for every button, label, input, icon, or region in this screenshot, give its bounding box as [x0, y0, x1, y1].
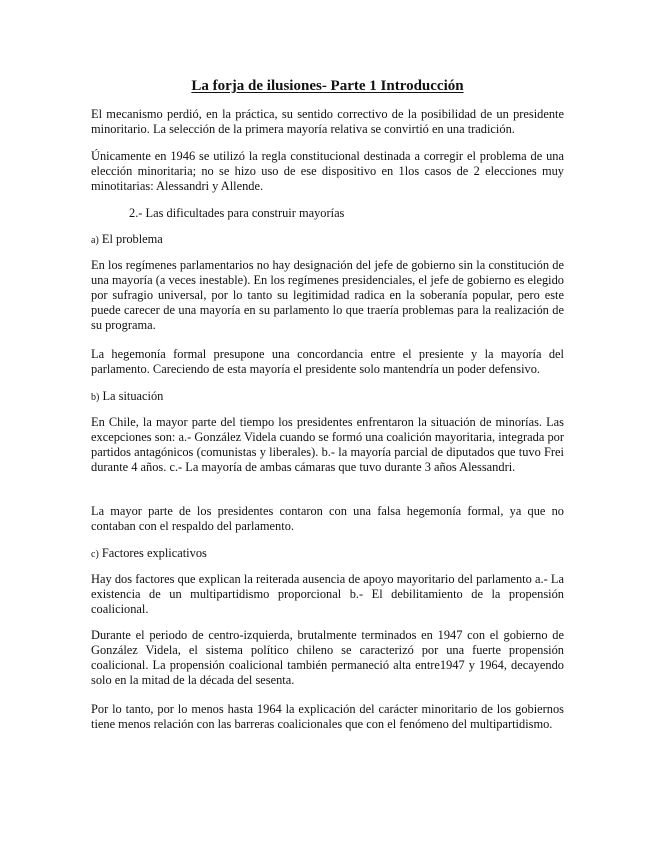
paragraph-3: En los regímenes parlamentarios no hay designación del jefe de gobierno sin la constitución de una mayoría (a veces inestable). En los regímenes presidenciales, el jefe de gobierno es elegido por sufragio universal, por lo tanto su legitimidad radica en la soberanía popular, pero este puede carecer de una mayoría en su parlamento lo que traería problemas para la realización de su programa.: [91, 258, 564, 332]
paragraph-7: Hay dos factores que explican la reiterada ausencia de apoyo mayoritario del parlamento a.- La existencia de un multipartidismo proporcional b.- El debilitamiento de la propensión coalicional.: [91, 572, 564, 616]
paragraph-5: En Chile, la mayor parte del tiempo los presidentes enfrentaron la situación de minorías. Las excepciones son: a.- González Videla cuando se formó una coalición mayoritaria, integrada por partidos antagónicos (comunistas y liberales). b.- la mayoría parcial de diputados que tuvo Frei durante 4 años. c.- La mayoría de ambas cámaras que tuvo durante 3 años Alessandri.: [91, 415, 564, 474]
document-title: La forja de ilusiones- Parte 1 Introducción: [191, 78, 464, 94]
subsection-label: Factores explicativos: [101, 546, 207, 560]
subsection-heading-c: [91, 546, 207, 562]
subsection-marker: b): [91, 392, 100, 403]
subsection-marker: a): [91, 235, 99, 246]
paragraph-2: Únicamente en 1946 se utilizó la regla constitucional destinada a corregir el problema de una elección minoritaria; no se hizo uso de ese dispositivo en 1los casos de 2 elecciones muy minotitarias: Alessandri y Allende.: [91, 149, 564, 193]
subsection-label: La situación: [102, 389, 164, 403]
subsection-heading-b: [91, 389, 163, 405]
paragraph-1: El mecanismo perdió, en la práctica, su sentido correctivo de la posibilidad de un presidente minoritario. La selección de la primera mayoría relativa se convirtió en una tradición.: [91, 107, 564, 136]
paragraph-6: La mayor parte de los presidentes contaron con una falsa hegemonía formal, ya que no contaban con el respaldo del parlamento.: [91, 504, 564, 533]
section-heading: 2.- Las dificultades para construir mayorías: [129, 206, 345, 220]
paragraph-8: Durante el periodo de centro-izquierda, brutalmente terminados en 1947 con el gobierno de González Videla, el sistema político chileno se caracterizó por una fuerte propensión coalicional. La propensión coalicional también permaneció alta entre1947 y 1964, decayendo solo en la mitad de la década del sesenta.: [91, 628, 564, 687]
paragraph-4: La hegemonía formal presupone una concordancia entre el presiente y la mayoría del parlamento. Careciendo de esta mayoría el presidente solo mantendría un poder defensivo.: [91, 347, 564, 376]
subsection-heading-a: [91, 232, 163, 248]
subsection-label: El problema: [101, 232, 163, 246]
subsection-marker: c): [91, 549, 99, 560]
paragraph-9: Por lo tanto, por lo menos hasta 1964 la explicación del carácter minoritario de los gobiernos tiene menos relación con las barreras coalicionales que con el fenómeno del multipartidismo.: [91, 702, 564, 731]
